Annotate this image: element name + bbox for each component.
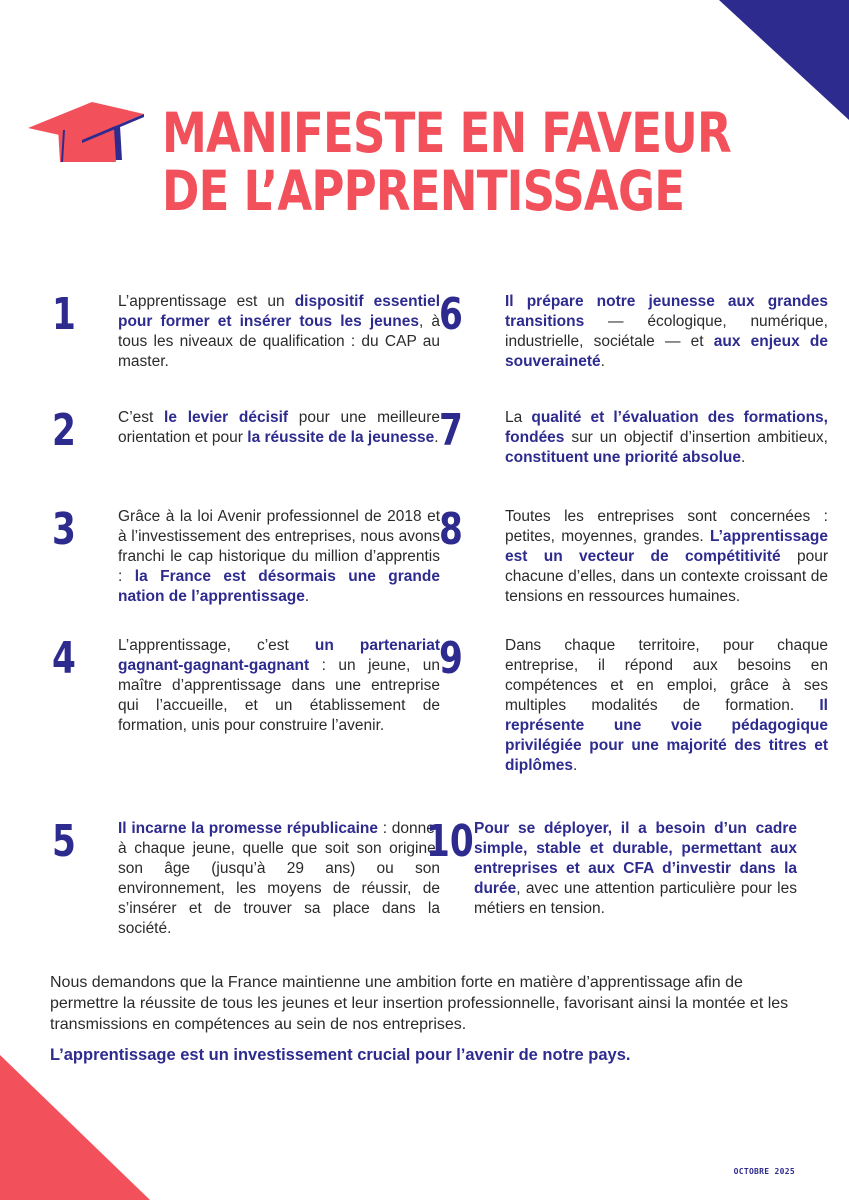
publication-date: OCTOBRE 2025: [733, 1167, 795, 1176]
manifesto-item-5: [52, 816, 441, 939]
item-number: 4: [52, 633, 76, 684]
manifesto-item-8: [439, 504, 828, 607]
manifesto-item-3: [52, 504, 440, 607]
item-text: Grâce à la loi Avenir professionnel de 2018 et à l’investissement des entreprises, nous avons franchi le cap historique du million d’apprentis : la France est désormais une grande nation de l’apprentissage.: [118, 508, 440, 605]
item-text: L’apprentissage, c’est un partenariat gagnant-gagnant-gagnant : un jeune, un maître d’apprentissage dans une entreprise qui l’accueille, et un établissement de formation, unis pour construire l’avenir.: [118, 637, 440, 734]
title-line-2: DE L’APPRENTISSAGE: [162, 159, 685, 223]
graduation-cap-icon: [26, 100, 146, 180]
page-title: [162, 101, 731, 223]
item-number: 7: [439, 405, 463, 456]
manifesto-item-10: [426, 816, 797, 919]
item-text: Pour se déployer, il a besoin d’un cadre simple, stable et durable, permettant aux entreprises et aux CFA d’investir dans la durée, avec une attention particulière pour les métiers en tension.: [474, 820, 797, 917]
corner-triangle-bottom-left: [0, 1055, 150, 1200]
manifesto-item-2: [52, 405, 440, 456]
manifesto-item-4: [52, 633, 440, 736]
item-text: Il incarne la promesse républicaine : donner à chaque jeune, quelle que soit son origine, son âge (jusqu’à 29 ans) ou son environnement, les moyens de réussir, de s’insérer et de trouver sa place dans la société.: [118, 820, 441, 937]
closing-statement: L’apprentissage est un investissement crucial pour l’avenir de notre pays.: [50, 1046, 631, 1064]
item-number: 5: [52, 816, 76, 867]
item-number: 8: [439, 504, 463, 555]
manifesto-item-9: [439, 633, 828, 776]
item-number: 10: [426, 816, 474, 867]
manifesto-item-7: [439, 405, 828, 468]
item-number: 2: [52, 405, 76, 456]
item-text: Dans chaque territoire, pour chaque entreprise, il répond aux besoins en compétences et en emploi, grâce à ses multiples modalités de formation. Il représente une voie pédagogique privilégiée pour une majorité des titres et diplômes.: [505, 637, 828, 774]
item-number: 6: [439, 289, 463, 340]
item-number: 9: [439, 633, 463, 684]
demand-paragraph: Nous demandons que la France maintienne une ambition forte en matière d’apprentissage afin de permettre la réussite de tous les jeunes et leur insertion professionnelle, favorisant ainsi la montée et les transmissions en compétences au sein de nos entreprises.: [50, 974, 789, 1033]
item-text: Il prépare notre jeunesse aux grandes transitions — écologique, numérique, industrielle, sociétale — et aux enjeux de souveraineté.: [505, 293, 828, 370]
item-text: La qualité et l’évaluation des formations, fondées sur un objectif d’insertion ambitieux, constituent une priorité absolue.: [505, 409, 828, 466]
manifesto-item-6: [439, 289, 828, 372]
item-text: Toutes les entreprises sont concernées : petites, moyennes, grandes. L’apprentissage est un vecteur de compétitivité pour chacune d’elles, dans un contexte croissant de tensions en ressources humaines.: [505, 508, 828, 605]
item-text: L’apprentissage est un dispositif essentiel pour former et insérer tous les jeunes, à tous les niveaux de qualification : du CAP au master.: [118, 293, 440, 370]
title-line-1: MANIFESTE EN FAVEUR: [162, 101, 731, 165]
item-number: 1: [52, 289, 76, 340]
corner-triangle-top-right: [719, 0, 849, 120]
manifesto-item-1: [52, 289, 440, 372]
item-text: C’est le levier décisif pour une meilleure orientation et pour la réussite de la jeunesse.: [118, 409, 440, 446]
item-number: 3: [52, 504, 76, 555]
